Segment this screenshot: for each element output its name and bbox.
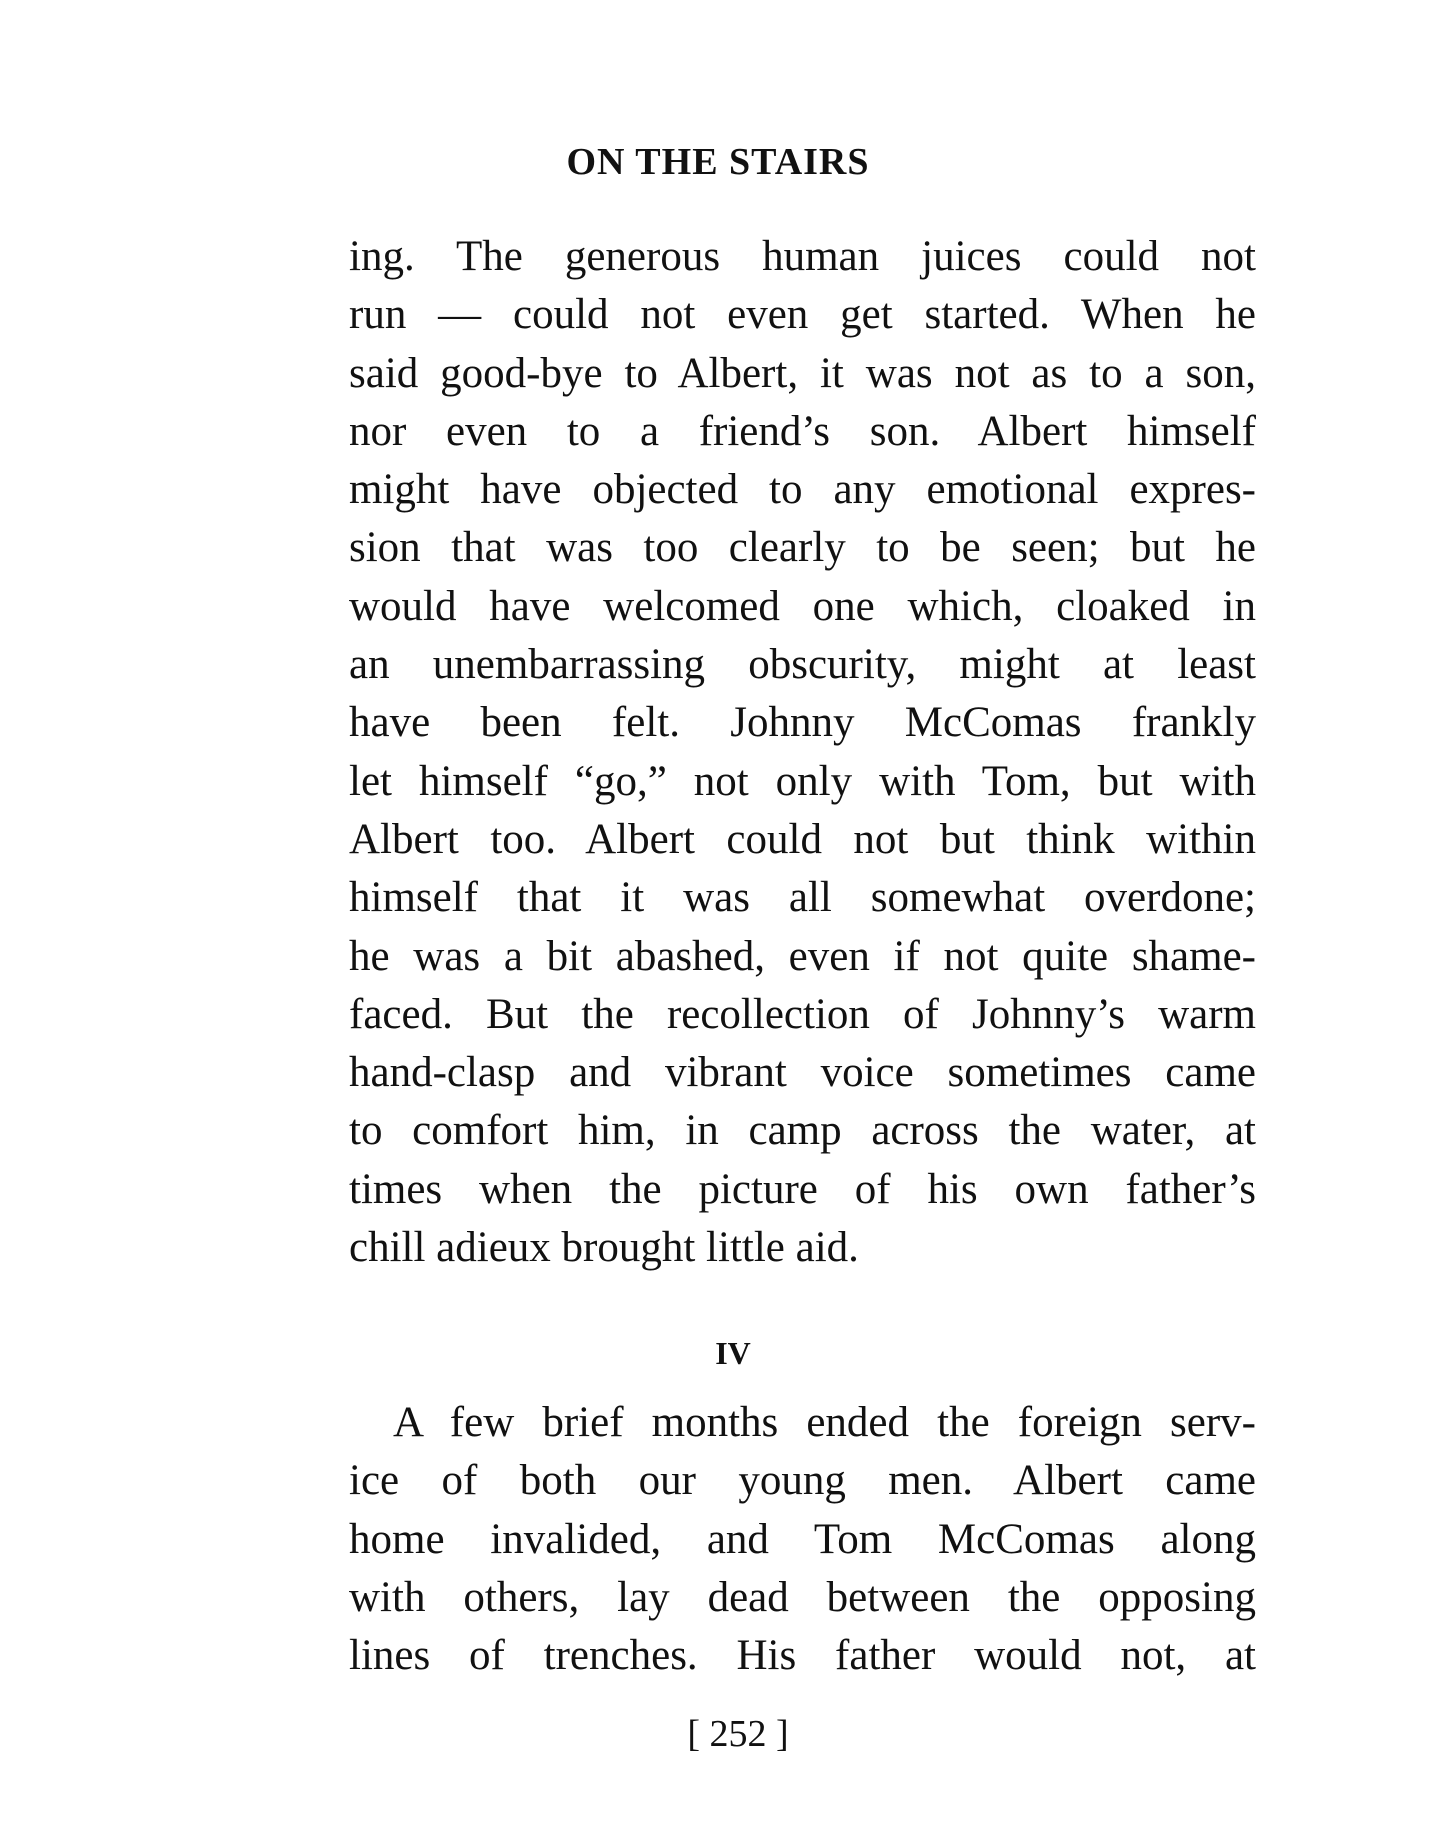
- text-line: sion that was too clearly to be seen; but he: [349, 524, 1256, 572]
- text-line: an unembarrassing obscurity, might at least: [349, 641, 1256, 689]
- page-number: [ 252 ]: [687, 1713, 789, 1755]
- paragraph-section-start: [349, 1394, 1256, 1685]
- text-line: times when the picture of his own father’s: [349, 1165, 1256, 1213]
- text-line: himself that it was all somewhat overdone;: [349, 874, 1256, 922]
- text-line: A few brief months ended the foreign serv-: [393, 1399, 1256, 1446]
- text-line: would have welcomed one which, cloaked in: [349, 582, 1256, 630]
- text-line: Albert too. Albert could not but think within: [349, 815, 1256, 863]
- text-line: lines of trenches. His father would not, at: [349, 1632, 1256, 1680]
- text-line: ing. The generous human juices could not: [349, 233, 1256, 280]
- text-line: with others, lay dead between the opposing: [349, 1573, 1256, 1621]
- paragraph-continued: [349, 228, 1256, 1277]
- text-line: let himself “go,” not only with Tom, but with: [349, 757, 1256, 805]
- text-line: nor even to a friend’s son. Albert himself: [349, 407, 1256, 455]
- text-line: to comfort him, in camp across the water, at: [349, 1107, 1256, 1155]
- text-line: run — could not even get started. When he: [349, 291, 1256, 339]
- text-line: have been felt. Johnny McComas frankly: [349, 699, 1256, 747]
- text-line: he was a bit abashed, even if not quite shame-: [349, 932, 1256, 980]
- text-line: ice of both our young men. Albert came: [349, 1457, 1256, 1505]
- text-line: hand-clasp and vibrant voice sometimes came: [349, 1049, 1256, 1097]
- section-number: IV: [715, 1335, 751, 1371]
- text-line: chill adieux brought little aid.: [349, 1224, 859, 1272]
- running-head: ON THE STAIRS: [566, 141, 870, 183]
- text-line: said good-bye to Albert, it was not as to a son,: [349, 349, 1256, 397]
- text-line: might have objected to any emotional expres-: [349, 466, 1256, 514]
- text-line: faced. But the recollection of Johnny’s warm: [349, 990, 1256, 1038]
- text-line: home invalided, and Tom McComas along: [349, 1515, 1256, 1563]
